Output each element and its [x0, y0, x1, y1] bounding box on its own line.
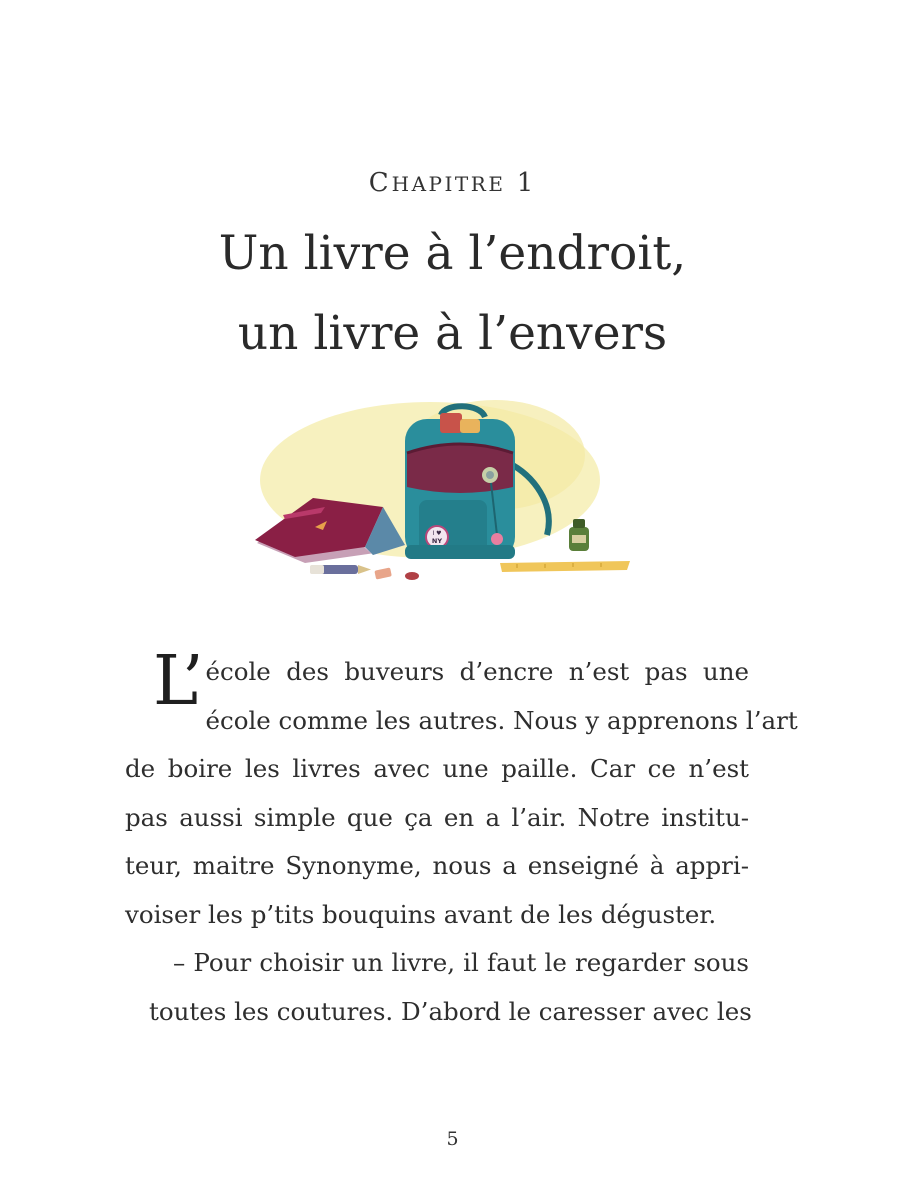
paragraph-1	[125, 642, 798, 939]
ink-bottle-icon	[569, 519, 589, 551]
chapter-title	[0, 214, 905, 374]
chapter-label-initial: C	[368, 168, 392, 198]
text-line: toutes les coutures. D’abord le caresser avec les	[149, 996, 752, 1026]
paragraph-2	[125, 939, 752, 1036]
drop-cap: L’	[153, 642, 204, 721]
chapter-title-line-1: Un livre à l’endroit,	[218, 226, 687, 281]
ruler-icon	[500, 561, 630, 572]
page-number: 5	[446, 1128, 459, 1150]
text-line: de boire les livres avec une paille. Car ce n’est	[125, 754, 749, 783]
badge-text-bottom: NY	[431, 537, 443, 545]
text-line: école des buveurs d’encre n’est pas une	[205, 657, 749, 686]
chapter-title-line-2: un livre à l’envers	[237, 306, 668, 361]
text-line: – Pour choisir un livre, il faut le regarder sous	[173, 948, 749, 977]
chapter-number: 1	[516, 168, 537, 198]
chapter-label	[0, 168, 905, 198]
chapter-label-rest: HAPITRE	[391, 172, 506, 196]
marker-icon	[310, 565, 371, 574]
body-text	[125, 642, 798, 1036]
text-line: pas aussi simple que ça en a l’air. Notre institu-	[125, 802, 749, 832]
school-bag-illustration	[255, 395, 635, 585]
text-line: voiser les p’tits bouquins avant de les déguster.	[125, 899, 717, 929]
text-line: teur, maitre Synonyme, nous a enseigné à appri-	[125, 851, 749, 880]
text-line: école comme les autres. Nous y apprenons l’art	[205, 705, 798, 735]
eraser-icon	[374, 567, 392, 579]
badge-text-top: I ♥	[432, 530, 442, 537]
